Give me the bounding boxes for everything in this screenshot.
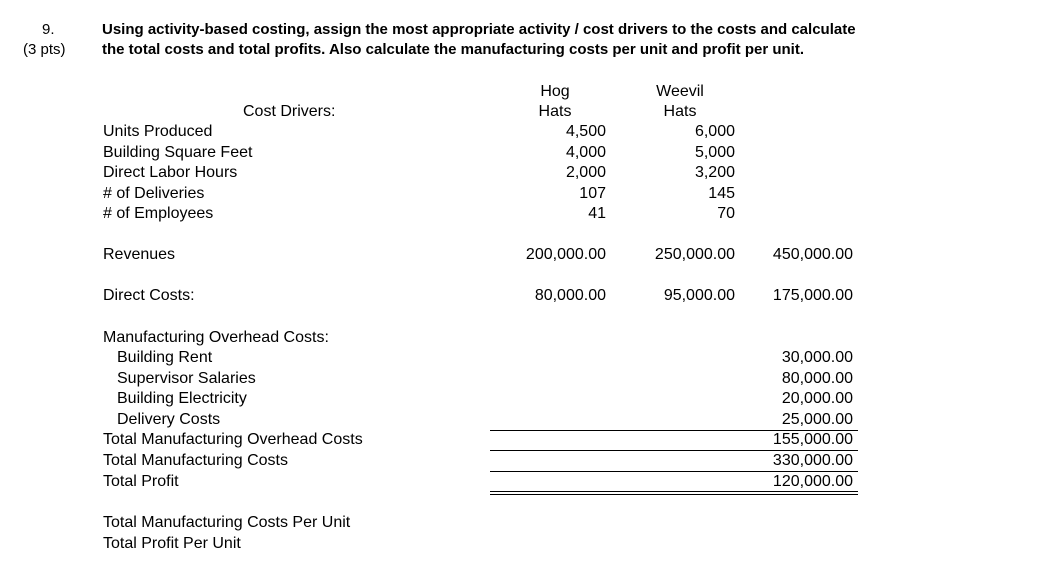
overhead-item-total: 25,000.00: [781, 411, 853, 428]
driver-hog-value: 4,000: [565, 144, 606, 161]
revenues-hog: 200,000.00: [525, 246, 606, 263]
direct-costs-hog: 80,000.00: [534, 287, 606, 304]
question-number: 9.: [42, 21, 55, 38]
overhead-heading: Manufacturing Overhead Costs:: [103, 329, 329, 346]
weevil-header-line2: Hats: [663, 103, 697, 120]
hog-header-line1: Hog: [540, 83, 570, 100]
cost-drivers-label: Cost Drivers:: [243, 103, 336, 120]
overhead-item-label: Delivery Costs: [117, 411, 221, 428]
driver-hog-value: 41: [588, 205, 606, 222]
question-text-line1: Using activity-based costing, assign the most appropriate activity / cost drivers to the costs and calculate: [102, 21, 856, 38]
overhead-item-label: Building Rent: [117, 349, 213, 366]
driver-weevil-value: 5,000: [694, 144, 735, 161]
direct-costs-total: 175,000.00: [772, 287, 853, 304]
revenues-weevil: 250,000.00: [654, 246, 735, 263]
revenues-label: Revenues: [103, 246, 176, 263]
driver-weevil-value: 3,200: [694, 164, 735, 181]
divider-line: [490, 430, 858, 431]
driver-hog-value: 107: [579, 185, 606, 202]
double-underline-bottom: [490, 494, 858, 495]
total-overhead-value: 155,000.00: [772, 431, 853, 448]
driver-weevil-value: 145: [708, 185, 735, 202]
driver-label: # of Employees: [103, 205, 214, 222]
direct-costs-label: Direct Costs:: [103, 287, 195, 304]
total-manufacturing-costs-label: Total Manufacturing Costs: [103, 452, 288, 469]
divider-line: [490, 450, 858, 451]
driver-hog-value: 2,000: [565, 164, 606, 181]
overhead-item-total: 30,000.00: [781, 349, 853, 366]
driver-label: # of Deliveries: [103, 185, 205, 202]
hog-header-line2: Hats: [538, 103, 572, 120]
direct-costs-weevil: 95,000.00: [663, 287, 735, 304]
total-manufacturing-costs-value: 330,000.00: [772, 452, 853, 469]
driver-hog-value: 4,500: [565, 123, 606, 140]
driver-label: Direct Labor Hours: [103, 164, 238, 181]
overhead-item-total: 80,000.00: [781, 370, 853, 387]
driver-label: Building Square Feet: [103, 144, 253, 161]
divider-line: [490, 471, 858, 472]
profit-per-unit-label: Total Profit Per Unit: [103, 535, 241, 552]
total-profit-value: 120,000.00: [772, 473, 853, 490]
driver-weevil-value: 70: [717, 205, 735, 222]
overhead-item-label: Building Electricity: [117, 390, 247, 407]
revenues-total: 450,000.00: [772, 246, 853, 263]
question-text-line2: the total costs and total profits. Also calculate the manufacturing costs per unit and profit per unit.: [102, 41, 805, 58]
question-points: (3 pts): [23, 41, 66, 58]
costs-per-unit-label: Total Manufacturing Costs Per Unit: [103, 514, 351, 531]
double-underline-top: [490, 491, 858, 492]
driver-weevil-value: 6,000: [694, 123, 735, 140]
overhead-item-total: 20,000.00: [781, 390, 853, 407]
weevil-header-line1: Weevil: [656, 83, 704, 100]
driver-label: Units Produced: [103, 123, 213, 140]
total-overhead-label: Total Manufacturing Overhead Costs: [103, 431, 363, 448]
overhead-item-label: Supervisor Salaries: [117, 370, 256, 387]
total-profit-label: Total Profit: [103, 473, 179, 490]
